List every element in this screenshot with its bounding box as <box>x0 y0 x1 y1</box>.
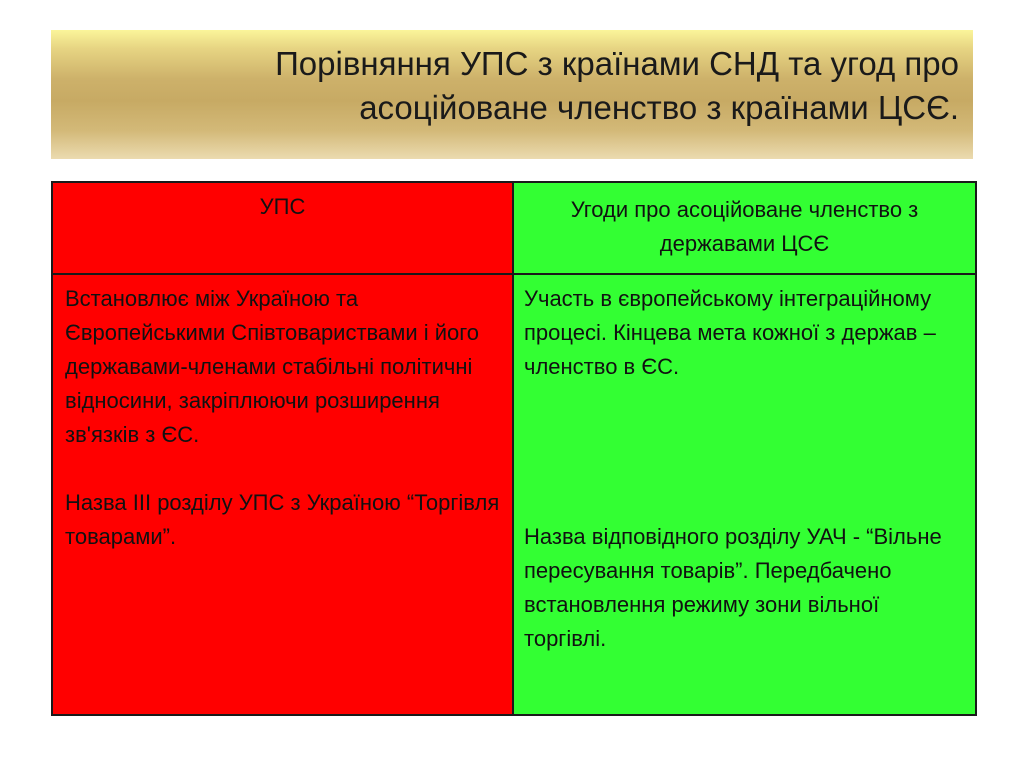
comparison-table <box>51 181 977 716</box>
body-cell-ups <box>52 274 513 715</box>
ups-paragraph-trade-section: Назва ІІІ розділу УПС з Україною “Торгівля товарами”. <box>65 490 500 549</box>
association-paragraph-integration: Участь в європейському інтеграційному процесі. Кінцева мета кожної з держав – членство в ЄС. <box>524 286 936 379</box>
header-association-label: Угоди про асоційоване членство з державами ЦСЄ <box>570 197 919 256</box>
paragraph-spacer <box>65 452 502 486</box>
table-header-row <box>52 182 976 274</box>
header-cell-association-agreements <box>513 182 976 274</box>
slide-title-line-2: асоційоване членство з країнами ЦСЄ. <box>359 89 959 126</box>
association-paragraph-free-movement: Назва відповідного розділу УАЧ - “Вільне пересування товарів”. Передбачено встановлення режиму зони вільної торгівлі. <box>524 524 942 651</box>
body-cell-association <box>513 274 976 715</box>
ups-paragraph-relations: Встановлює між Україною та Європейськими Співтовариствами і його державами-членами стабільні політичні відносини, закріплюючи розширення зв'язків з ЄС. <box>65 286 480 447</box>
table-body-row <box>52 274 976 715</box>
paragraph-spacer <box>524 384 965 520</box>
slide-title-line-1: Порівняння УПС з країнами СНД та угод про <box>275 45 959 82</box>
slide-title <box>79 42 959 130</box>
title-banner <box>51 30 973 159</box>
header-cell-ups <box>52 182 513 274</box>
header-ups-label: УПС <box>259 194 306 219</box>
